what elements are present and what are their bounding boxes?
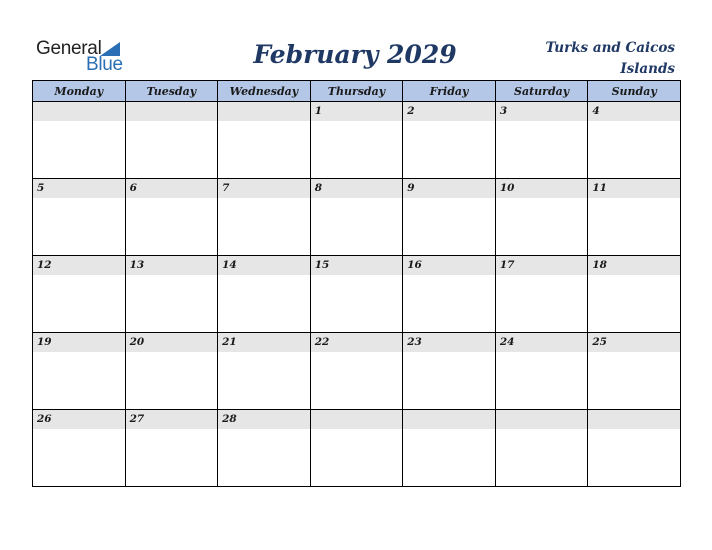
day-bar	[126, 102, 218, 121]
weekday-header: Friday	[403, 81, 496, 102]
day-number: 20	[129, 336, 145, 348]
day-cell	[403, 179, 496, 256]
day-cell	[403, 102, 496, 179]
weekday-header-row	[33, 81, 681, 102]
day-number: 4	[592, 105, 600, 117]
day-number: 26	[37, 413, 52, 425]
week-row	[33, 333, 681, 410]
day-number: 1	[314, 105, 322, 117]
day-cell	[403, 410, 496, 487]
day-number: 18	[592, 259, 607, 271]
day-bar	[403, 179, 495, 198]
day-cell	[588, 102, 681, 179]
day-cell	[310, 333, 403, 410]
logo-text-general: General	[36, 38, 102, 59]
day-number: 9	[407, 182, 415, 194]
weekday-header: Saturday	[495, 81, 588, 102]
day-cell	[310, 102, 403, 179]
day-cell	[218, 410, 311, 487]
day-number: 16	[407, 259, 422, 271]
day-number: 21	[222, 336, 237, 348]
day-bar	[33, 179, 125, 198]
day-cell	[588, 179, 681, 256]
day-number: 7	[222, 182, 230, 194]
day-cell	[588, 410, 681, 487]
weekday-header: Wednesday	[218, 81, 311, 102]
day-bar	[403, 410, 495, 429]
day-cell	[33, 410, 126, 487]
day-bar	[311, 102, 403, 121]
day-cell	[33, 102, 126, 179]
day-cell	[125, 179, 218, 256]
day-cell	[33, 179, 126, 256]
weekday-header: Tuesday	[125, 81, 218, 102]
week-row	[33, 179, 681, 256]
day-cell	[125, 256, 218, 333]
day-number: 14	[222, 259, 237, 271]
day-number: 24	[499, 336, 515, 348]
day-bar	[311, 410, 403, 429]
week-row	[33, 256, 681, 333]
day-number: 22	[314, 336, 330, 348]
calendar-title: February 2029	[253, 40, 457, 69]
day-number: 19	[37, 336, 52, 348]
day-number: 27	[129, 413, 145, 425]
day-number: 25	[592, 336, 607, 348]
day-number: 10	[499, 182, 515, 194]
day-number: 15	[314, 259, 330, 271]
day-bar	[496, 410, 588, 429]
logo-text-blue: Blue	[86, 54, 123, 75]
day-number: 12	[37, 259, 52, 271]
day-cell	[403, 256, 496, 333]
day-bar	[588, 102, 680, 121]
day-bar	[403, 102, 495, 121]
day-bar	[496, 102, 588, 121]
day-cell	[495, 179, 588, 256]
week-row	[33, 410, 681, 487]
day-cell	[125, 410, 218, 487]
day-cell	[125, 333, 218, 410]
weekday-header: Sunday	[588, 81, 681, 102]
day-number: 3	[499, 105, 508, 117]
day-number: 6	[129, 182, 137, 194]
day-bar	[218, 102, 310, 121]
day-bar	[126, 179, 218, 198]
day-cell	[495, 333, 588, 410]
day-bar	[588, 410, 680, 429]
day-bar	[218, 179, 310, 198]
day-cell	[218, 256, 311, 333]
day-cell	[495, 256, 588, 333]
day-cell	[310, 410, 403, 487]
calendar-grid	[32, 80, 681, 487]
region-name: Turks and Caicos Islands	[545, 40, 675, 77]
day-number: 5	[37, 182, 45, 194]
day-cell	[403, 333, 496, 410]
day-cell	[495, 102, 588, 179]
week-row	[33, 102, 681, 179]
day-cell	[218, 102, 311, 179]
day-cell	[588, 333, 681, 410]
weekday-header: Thursday	[310, 81, 403, 102]
generalblue-logo	[36, 38, 136, 74]
day-number: 28	[222, 413, 237, 425]
day-cell	[125, 102, 218, 179]
day-cell	[495, 410, 588, 487]
day-bar	[33, 102, 125, 121]
day-number: 2	[407, 105, 415, 117]
day-number: 13	[129, 259, 145, 271]
day-cell	[33, 256, 126, 333]
day-cell	[310, 179, 403, 256]
day-cell	[218, 179, 311, 256]
weekday-header: Monday	[33, 81, 126, 102]
day-number: 23	[407, 336, 422, 348]
day-cell	[218, 333, 311, 410]
day-cell	[310, 256, 403, 333]
day-number: 11	[592, 182, 607, 194]
day-cell	[33, 333, 126, 410]
day-cell	[588, 256, 681, 333]
day-number: 17	[499, 259, 515, 271]
day-number: 8	[314, 182, 322, 194]
day-bar	[311, 179, 403, 198]
